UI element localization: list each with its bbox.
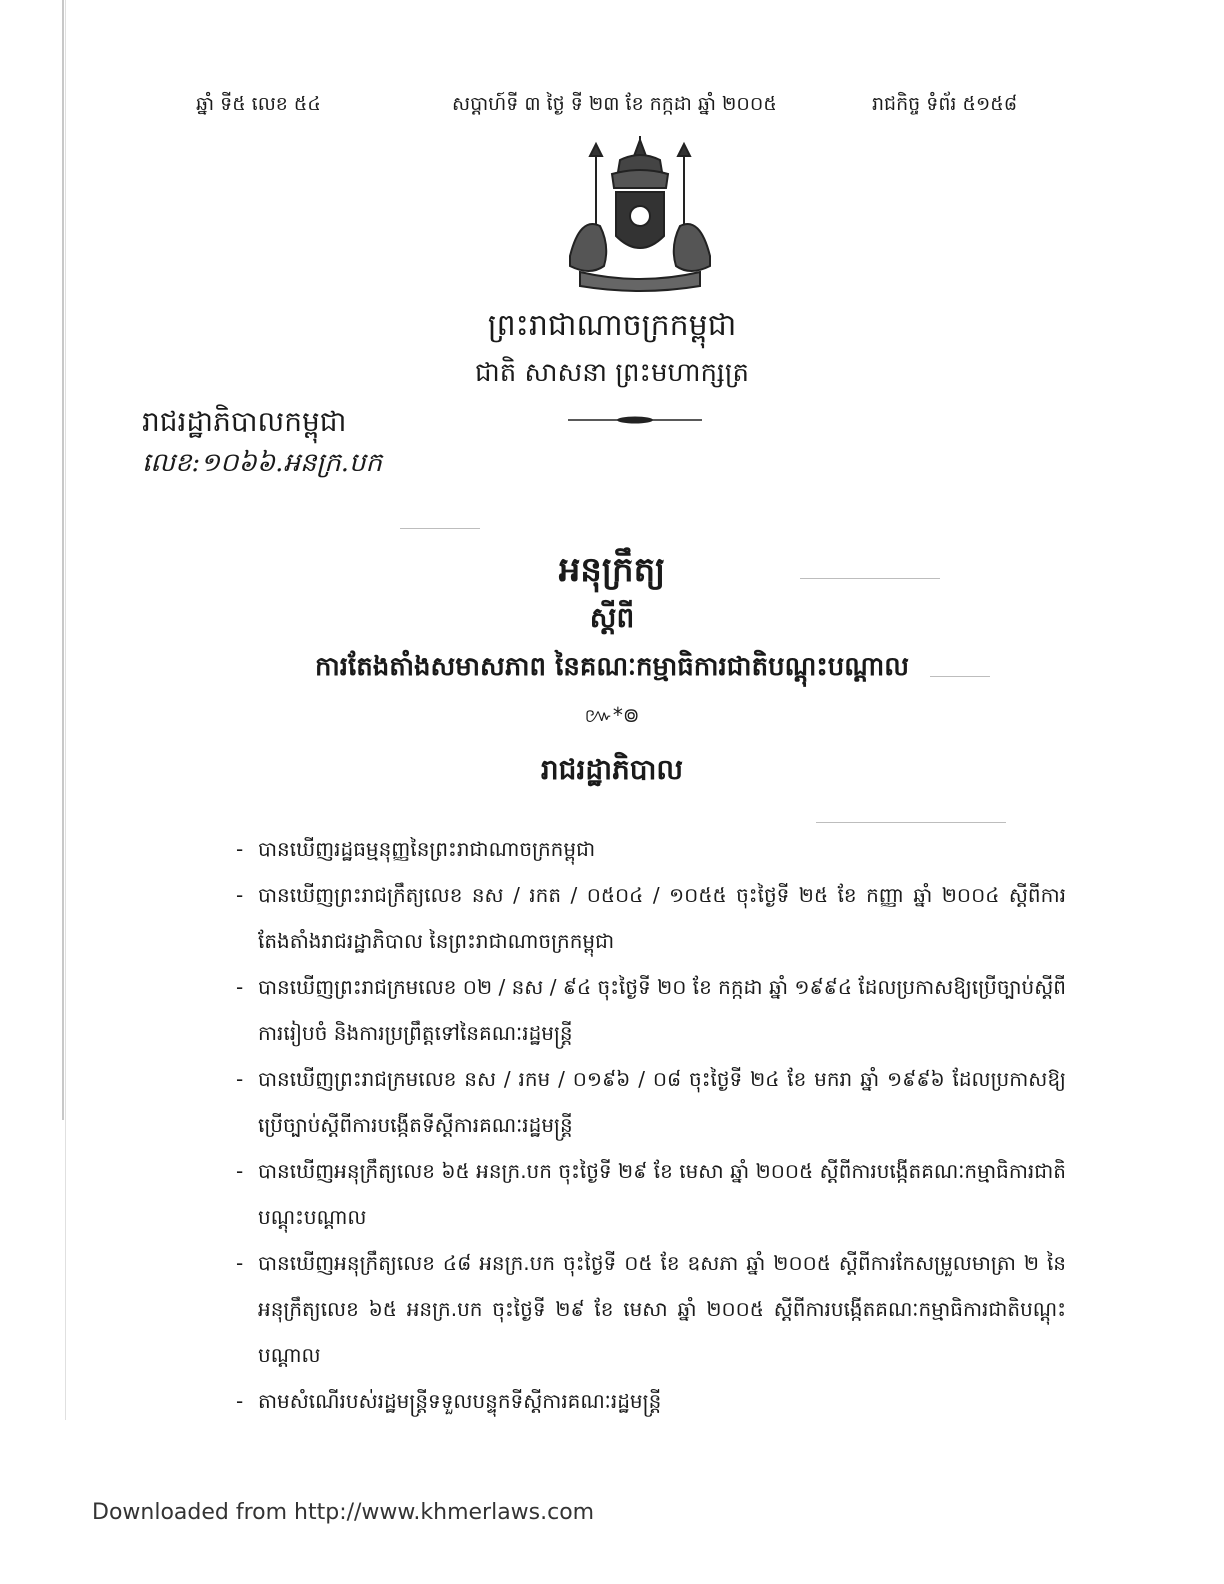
download-source-footer: Downloaded from http://www.khmerlaws.com <box>92 1500 595 1525</box>
clause-text: បានឃើញព្រះរាជក្រមលេខ នស / រកម / ០១៩៦ / ០៨ ចុះថ្ងៃទី ២៤ ខែ មករា ឆ្នាំ ១៩៩៦ ដែលប្រកាសឱ្យប្រើច្បាប់ស្តីពីការបង្កើតទីស្តីការគណៈរដ្ឋមន្ត្រី <box>258 1067 1066 1137</box>
section-ornament: ៚*៙ <box>584 703 640 727</box>
clause-text: បានឃើញអនុក្រឹត្យលេខ ៦៥ អនក្រ.បក ចុះថ្ងៃទី ២៩ ខែ មេសា ឆ្នាំ ២០០៥ ស្តីពីការបង្កើតគណៈកម្មាធិការជាតិបណ្តុះបណ្តាល <box>258 1159 1066 1229</box>
gazette-date: សប្តាហ៍ទី ៣ ថ្ងៃ ទី ២៣ ខែ កក្កដា ឆ្នាំ ២០០៥ <box>452 93 777 115</box>
clause-text: បានឃើញព្រះរាជក្រមលេខ ០២ / នស / ៩៤ ចុះថ្ងៃទី ២០ ខែ កក្កដា ឆ្នាំ ១៩៩៤ ដែលប្រកាសឱ្យប្រើច្បាប់ស្តីពីការរៀបចំ និងការប្រព្រឹត្តទៅនៃគណៈរដ្ឋមន្ត្រី <box>258 975 1066 1045</box>
gazette-page: រាជកិច្ច ទំព័រ ៥១៥៨ <box>872 93 1018 115</box>
scan-noise <box>816 822 1006 823</box>
clause-text: តាមសំណើរបស់រដ្ឋមន្ត្រីទទួលបន្ទុកទីស្តីការគណៈរដ្ឋមន្ត្រី <box>258 1389 662 1413</box>
gazette-issue: ឆ្នាំ ទី៥ លេខ ៥៤ <box>196 93 321 115</box>
preamble-clause: - បានឃើញព្រះរាជក្រមលេខ ០២ / នស / ៩៤ ចុះថ្ងៃទី ២០ ខែ កក្កដា ឆ្នាំ ១៩៩៤ ដែលប្រកាសឱ្យប្រើច្បាប់ស្តីពីការរៀបចំ និងការប្រព្រឹត្តទៅនៃគណៈរដ្ឋមន្ត្រី <box>236 975 1066 1045</box>
preamble-clauses <box>236 826 1066 1424</box>
scan-noise <box>930 676 990 677</box>
kingdom-name: ព្រះរាជាណាចក្រកម្ពុជា <box>487 308 737 343</box>
clause-text: បានឃើញអនុក្រឹត្យលេខ ៤៨ អនក្រ.បក ចុះថ្ងៃទី ០៥ ខែ ឧសភា ឆ្នាំ ២០០៥ ស្តីពីការកែសម្រួលមាត្រា ២ នៃអនុក្រឹត្យលេខ ៦៥ អនក្រ.បក ចុះថ្ងៃទី ២៩ ខែ មេសា ឆ្នាំ ២០០៥ ស្តីពីការបង្កើតគណៈកម្មាធិការជាតិបណ្តុះបណ្តាល <box>258 1251 1066 1367</box>
scan-noise <box>400 528 480 529</box>
national-motto: ជាតិ សាសនា ព្រះមហាក្សត្រ <box>475 358 749 388</box>
clause-text: បានឃើញរដ្ឋធម្មនុញ្ញនៃព្រះរាជាណាចក្រកម្ពុជា <box>258 837 596 861</box>
clause-text: បានឃើញព្រះរាជក្រឹត្យលេខ នស / រកត / ០៥០៤ / ១០៥៥ ចុះថ្ងៃទី ២៥ ខែ កញ្ញា ឆ្នាំ ២០០៤ ស្តីពីការតែងតាំងរាជរដ្ឋាភិបាល នៃព្រះរាជាណាចក្រកម្ពុជា <box>258 883 1066 953</box>
document-subject: ការតែងតាំងសមាសភាព នៃគណៈកម្មាធិការជាតិបណ្តុះបណ្តាល <box>315 652 909 682</box>
preamble-clause: - បានឃើញព្រះរាជក្រមលេខ នស / រកម / ០១៩៦ / ០៨ ចុះថ្ងៃទី ២៤ ខែ មករា ឆ្នាំ ១៩៩៦ ដែលប្រកាសឱ្យប្រើច្បាប់ស្តីពីការបង្កើតទីស្តីការគណៈរដ្ឋមន្ត្រី <box>236 1067 1066 1137</box>
preamble-clause: - បានឃើញអនុក្រឹត្យលេខ ៤៨ អនក្រ.បក ចុះថ្ងៃទី ០៥ ខែ ឧសភា ឆ្នាំ ២០០៥ ស្តីពីការកែសម្រួលមាត្រា ២ នៃអនុក្រឹត្យលេខ ៦៥ អនក្រ.បក ចុះថ្ងៃទី ២៩ ខែ មេសា ឆ្នាំ ២០០៥ ស្តីពីការបង្កើតគណៈកម្មាធិការជាតិបណ្តុះបណ្តាល <box>236 1251 1066 1367</box>
preamble-clause: - តាមសំណើរបស់រដ្ឋមន្ត្រីទទួលបន្ទុកទីស្តីការគណៈរដ្ឋមន្ត្រី <box>236 1389 662 1413</box>
issuer-heading: រាជរដ្ឋាភិបាល <box>540 753 684 786</box>
document-type-title: អនុក្រឹត្យ <box>558 550 666 590</box>
preamble-clause: - បានឃើញព្រះរាជក្រឹត្យលេខ នស / រកត / ០៥០៤ / ១០៥៥ ចុះថ្ងៃទី ២៥ ខែ កញ្ញា ឆ្នាំ ២០០៤ ស្តីពីការតែងតាំងរាជរដ្ឋាភិបាល នៃព្រះរាជាណាចក្រកម្ពុជា <box>236 883 1066 953</box>
royal-coat-of-arms-emblem <box>550 136 730 296</box>
ornamental-divider <box>568 416 702 424</box>
issuing-government-label: រាជរដ្ឋាភិបាលកម្ពុជា <box>142 405 347 438</box>
scan-noise <box>800 578 940 579</box>
about-heading: ស្តីពី <box>589 601 635 634</box>
reference-number: លេខ:១០៦៦.អនក្រ.បក <box>142 448 382 478</box>
gazette-header <box>196 92 1036 126</box>
preamble-clause: - បានឃើញរដ្ឋធម្មនុញ្ញនៃព្រះរាជាណាចក្រកម្ពុជា <box>236 837 596 861</box>
preamble-clause: - បានឃើញអនុក្រឹត្យលេខ ៦៥ អនក្រ.បក ចុះថ្ងៃទី ២៩ ខែ មេសា ឆ្នាំ ២០០៥ ស្តីពីការបង្កើតគណៈកម្មាធិការជាតិបណ្តុះបណ្តាល <box>236 1159 1066 1229</box>
